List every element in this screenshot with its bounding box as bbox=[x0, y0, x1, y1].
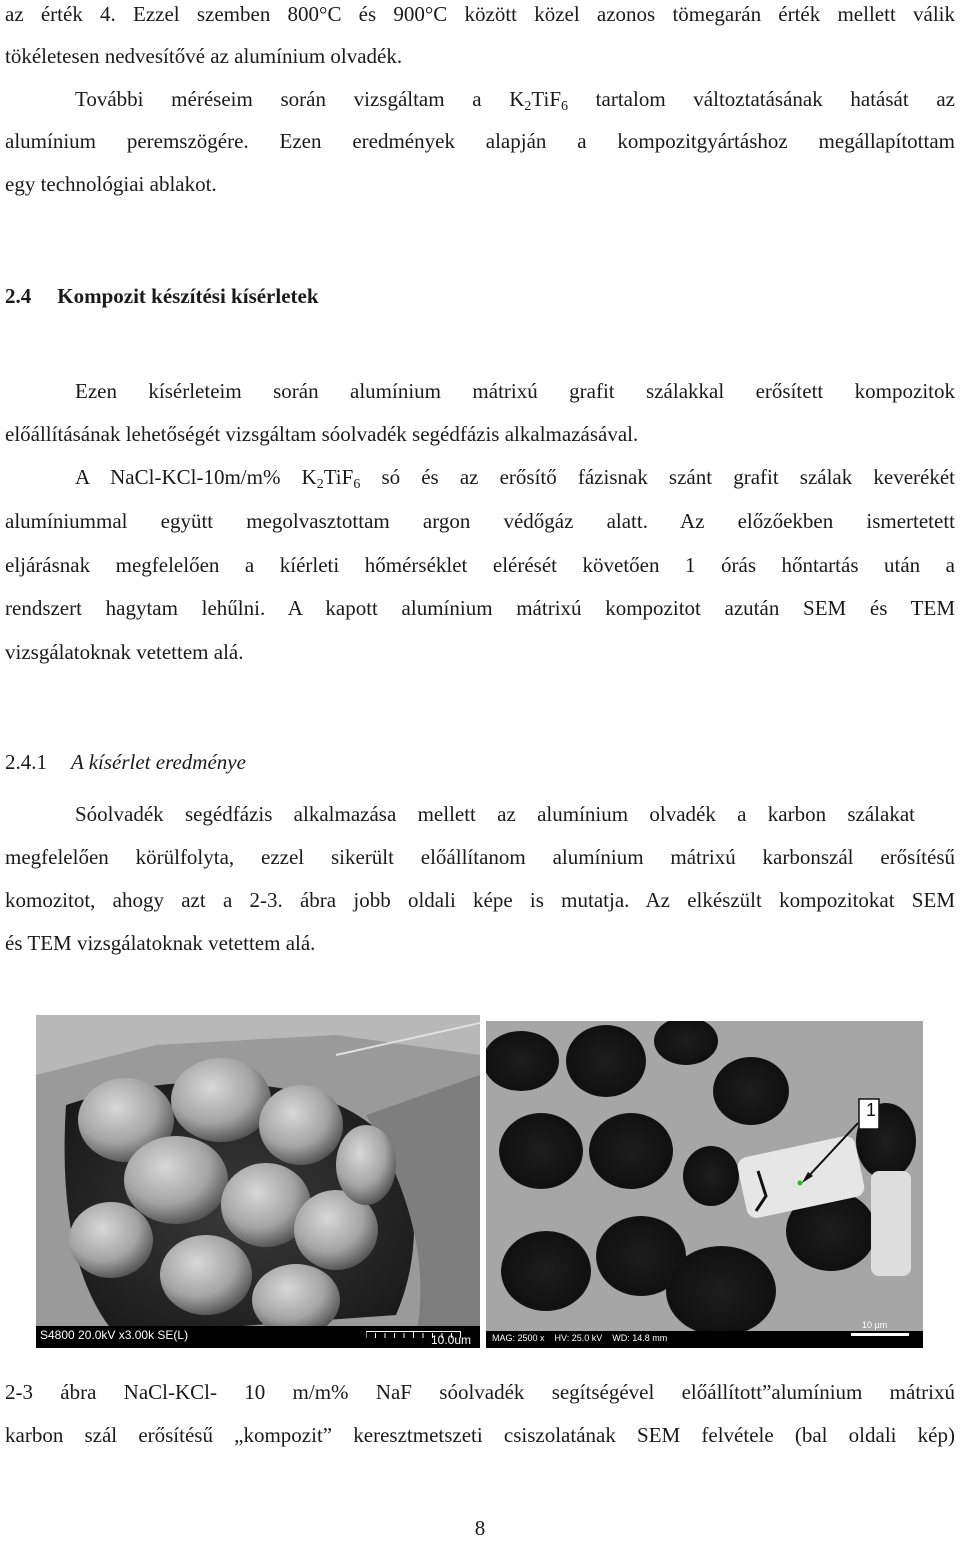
text-line: egy technológiai ablakot. bbox=[5, 172, 217, 196]
sem-image-right bbox=[486, 1021, 923, 1348]
text-line: eljárásnak megfelelően a kíérleti hőmérséklet elérését követően 1 órás hőntartás után a bbox=[5, 553, 955, 577]
section-title: Kompozit készítési kísérletek bbox=[57, 284, 319, 308]
text-line: az érték 4. Ezzel szemben 800°C és 900°C között közel azonos tömegarán érték mellett válik bbox=[5, 2, 955, 26]
text-line bbox=[75, 463, 955, 499]
scale-bar bbox=[366, 1325, 461, 1332]
text-span: TiF bbox=[323, 465, 354, 489]
sem-info-label: S4800 20.0kV x3.00k SE(L) bbox=[40, 1328, 189, 1342]
text-span: További méréseim során vizsgáltam a K bbox=[75, 87, 525, 111]
sem-info-label: MAG: 2500 x HV: 25.0 kV WD: 14.8 mm bbox=[492, 1333, 668, 1343]
text-line: Sóolvadék segédfázis alkalmazása mellett az alumínium olvadék a karbon szálakat bbox=[75, 802, 915, 826]
text-line bbox=[75, 85, 955, 121]
text-line: megfelelően körülfolyta, ezzel sikerült előállítanom alumínium mátrixú karbonszál erősítésű bbox=[5, 845, 955, 869]
text-line: rendszert hagytam lehűlni. A kapott alumínium mátrixú kompozitot azután SEM és TEM bbox=[5, 596, 955, 620]
sem-micrograph-right bbox=[486, 1021, 923, 1348]
figure-caption-line: karbon szál erősítésű „kompozit” keresztmetszeti csiszolatának SEM felvétele (bal oldali kép) bbox=[5, 1423, 955, 1447]
section-heading bbox=[5, 284, 319, 309]
subsection-number: 2.4.1 bbox=[5, 750, 47, 774]
text-line: tökéletesen nedvesítővé az alumínium olvadék. bbox=[5, 44, 403, 68]
text-line: előállításának lehetőségét vizsgáltam sóolvadék segédfázis alkalmazásával. bbox=[5, 422, 639, 446]
sem-micrograph-left bbox=[36, 1015, 480, 1348]
subsection-title: A kísérlet eredménye bbox=[71, 750, 246, 774]
scale-label: 10.0um bbox=[431, 1333, 472, 1347]
subscript: 6 bbox=[353, 477, 361, 492]
annotation-marker: 1 bbox=[865, 1100, 876, 1120]
text-line: komozitot, ahogy azt a 2-3. ábra jobb oldali képe is mutatja. Az elkészült kompozitokat SEM bbox=[5, 888, 955, 912]
text-line: és TEM vizsgálatoknak vetettem alá. bbox=[5, 931, 316, 955]
text-span: A NaCl-KCl-10m/m% K bbox=[75, 465, 317, 489]
scale-label: 10 µm bbox=[862, 1320, 888, 1330]
section-number: 2.4 bbox=[5, 284, 32, 308]
text-line: alumíniummal együtt megolvasztottam argon védőgáz alatt. Az előzőekben ismertetett bbox=[5, 509, 955, 533]
text-line: alumínium peremszögére. Ezen eredmények alapján a kompozitgyártáshoz megállapítottam bbox=[5, 129, 955, 153]
page-number: 8 bbox=[474, 1516, 486, 1540]
text-span: só és az erősítő fázisnak szánt grafit szálak keverékét bbox=[360, 465, 955, 489]
subscript: 2 bbox=[524, 99, 532, 114]
text-line: Ezen kísérleteim során alumínium mátrixú grafit szálakkal erősített kompozitok bbox=[75, 379, 955, 403]
text-line: vizsgálatoknak vetettem alá. bbox=[5, 640, 244, 664]
text-span: TiF bbox=[531, 87, 562, 111]
subscript: 6 bbox=[561, 99, 569, 114]
subsection-heading bbox=[5, 750, 246, 775]
sem-image-left bbox=[36, 1015, 480, 1348]
figure-caption-line: 2-3 ábra NaCl-KCl- 10 m/m% NaF sóolvadék segítségével előállított”alumínium mátrixú bbox=[5, 1380, 955, 1404]
subscript: 2 bbox=[316, 477, 324, 492]
text-span: tartalom változtatásának hatását az bbox=[568, 87, 956, 111]
